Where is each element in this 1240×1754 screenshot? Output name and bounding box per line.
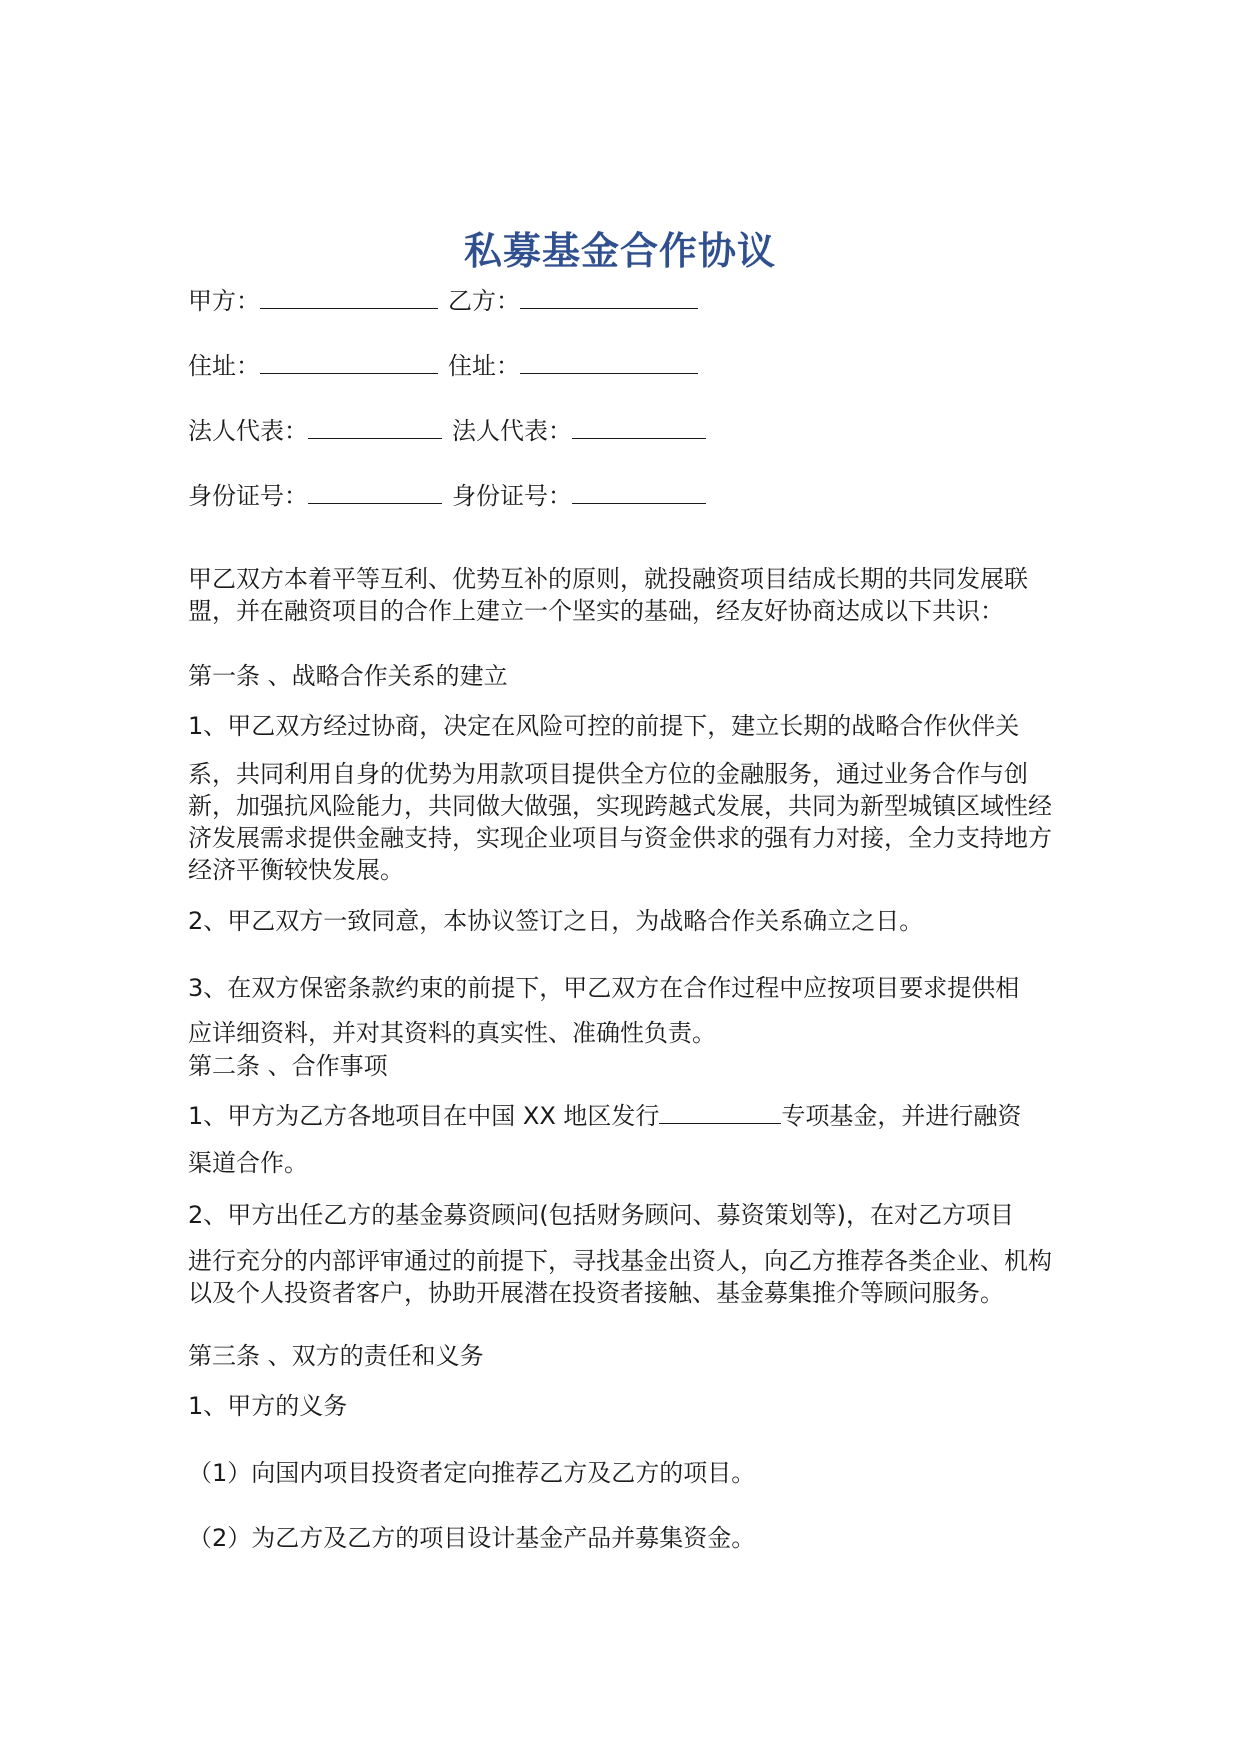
rep-b-label: 法人代表： <box>452 417 572 445</box>
article2-p2-rest: 进行充分的内部评审通过的前提下，寻找基金出资人，向乙方推荐各类企业、机构以及个人投资者客户，协助开展潜在投资者接触、基金募集推介等顾问服务。 <box>188 1247 1052 1307</box>
address-row <box>188 350 698 382</box>
address-b-label: 住址： <box>448 352 520 380</box>
address-a-blank <box>260 351 438 374</box>
article1-p3-line1: 3、在双方保密条款约束的前提下，甲乙双方在合作过程中应按项目要求提供相 <box>188 974 1020 1002</box>
rep-a-label: 法人代表： <box>188 417 308 445</box>
rep-b-blank <box>572 416 706 439</box>
article3-item2: （2）为乙方及乙方的项目设计基金产品并募集资金。 <box>188 1524 756 1552</box>
article2-p1-rest: 渠道合作。 <box>188 1149 308 1177</box>
article1-p3-rest: 应详细资料，并对其资料的真实性、准确性负责。 <box>188 1019 716 1047</box>
article2-p2-line1: 2、甲方出任乙方的基金募资顾问(包括财务顾问、募资策划等)，在对乙方项目 <box>188 1201 1014 1229</box>
intro-paragraph: 甲乙双方本着平等互利、优势互补的原则，就投融资项目结成长期的共同发展联盟，并在融资项目的合作上建立一个坚实的基础，经友好协商达成以下共识： <box>188 565 1028 625</box>
id-a-blank <box>308 481 442 504</box>
party-a-blank <box>260 286 438 309</box>
address-a-label: 住址： <box>188 352 260 380</box>
article2-p1-before: 1、甲方为乙方各地项目在中国 XX 地区发行 <box>188 1102 660 1130</box>
article2-heading: 第二条 、合作事项 <box>188 1052 388 1080</box>
party-row <box>188 285 698 317</box>
address-b-blank <box>520 351 698 374</box>
article1-p1-line1: 1、甲乙双方经过协商，决定在风险可控的前提下，建立长期的战略合作伙伴关 <box>188 712 1020 740</box>
representative-row <box>188 415 706 447</box>
id-number-row <box>188 480 706 512</box>
id-a-label: 身份证号： <box>188 482 308 510</box>
id-b-blank <box>572 481 706 504</box>
article1-p1-rest: 系，共同利用自身的优势为用款项目提供全方位的金融服务，通过业务合作与创新，加强抗风险能力，共同做大做强，实现跨越式发展，共同为新型城镇区域性经济发展需求提供金融支持，实现企业项目与资金供求的强有力对接，全力支持地方经济平衡较快发展。 <box>188 760 1052 884</box>
article2-p1-after: 专项基金，并进行融资 <box>781 1102 1022 1130</box>
party-b-blank <box>520 286 698 309</box>
article2-p1-line1 <box>188 1100 1021 1132</box>
rep-a-blank <box>308 416 442 439</box>
fund-name-blank <box>659 1101 781 1124</box>
party-b-label: 乙方： <box>448 287 520 315</box>
article1-p2: 2、甲乙双方一致同意，本协议签订之日，为战略合作关系确立之日。 <box>188 907 924 935</box>
article1-heading: 第一条 、战略合作关系的建立 <box>188 662 508 690</box>
article3-item1: （1）向国内项目投资者定向推荐乙方及乙方的项目。 <box>188 1459 756 1487</box>
id-b-label: 身份证号： <box>452 482 572 510</box>
document-title: 私募基金合作协议 <box>463 229 776 273</box>
party-a-label: 甲方： <box>188 287 260 315</box>
article3-sub1: 1、甲方的义务 <box>188 1392 348 1420</box>
article3-heading: 第三条 、双方的责任和义务 <box>188 1342 484 1370</box>
